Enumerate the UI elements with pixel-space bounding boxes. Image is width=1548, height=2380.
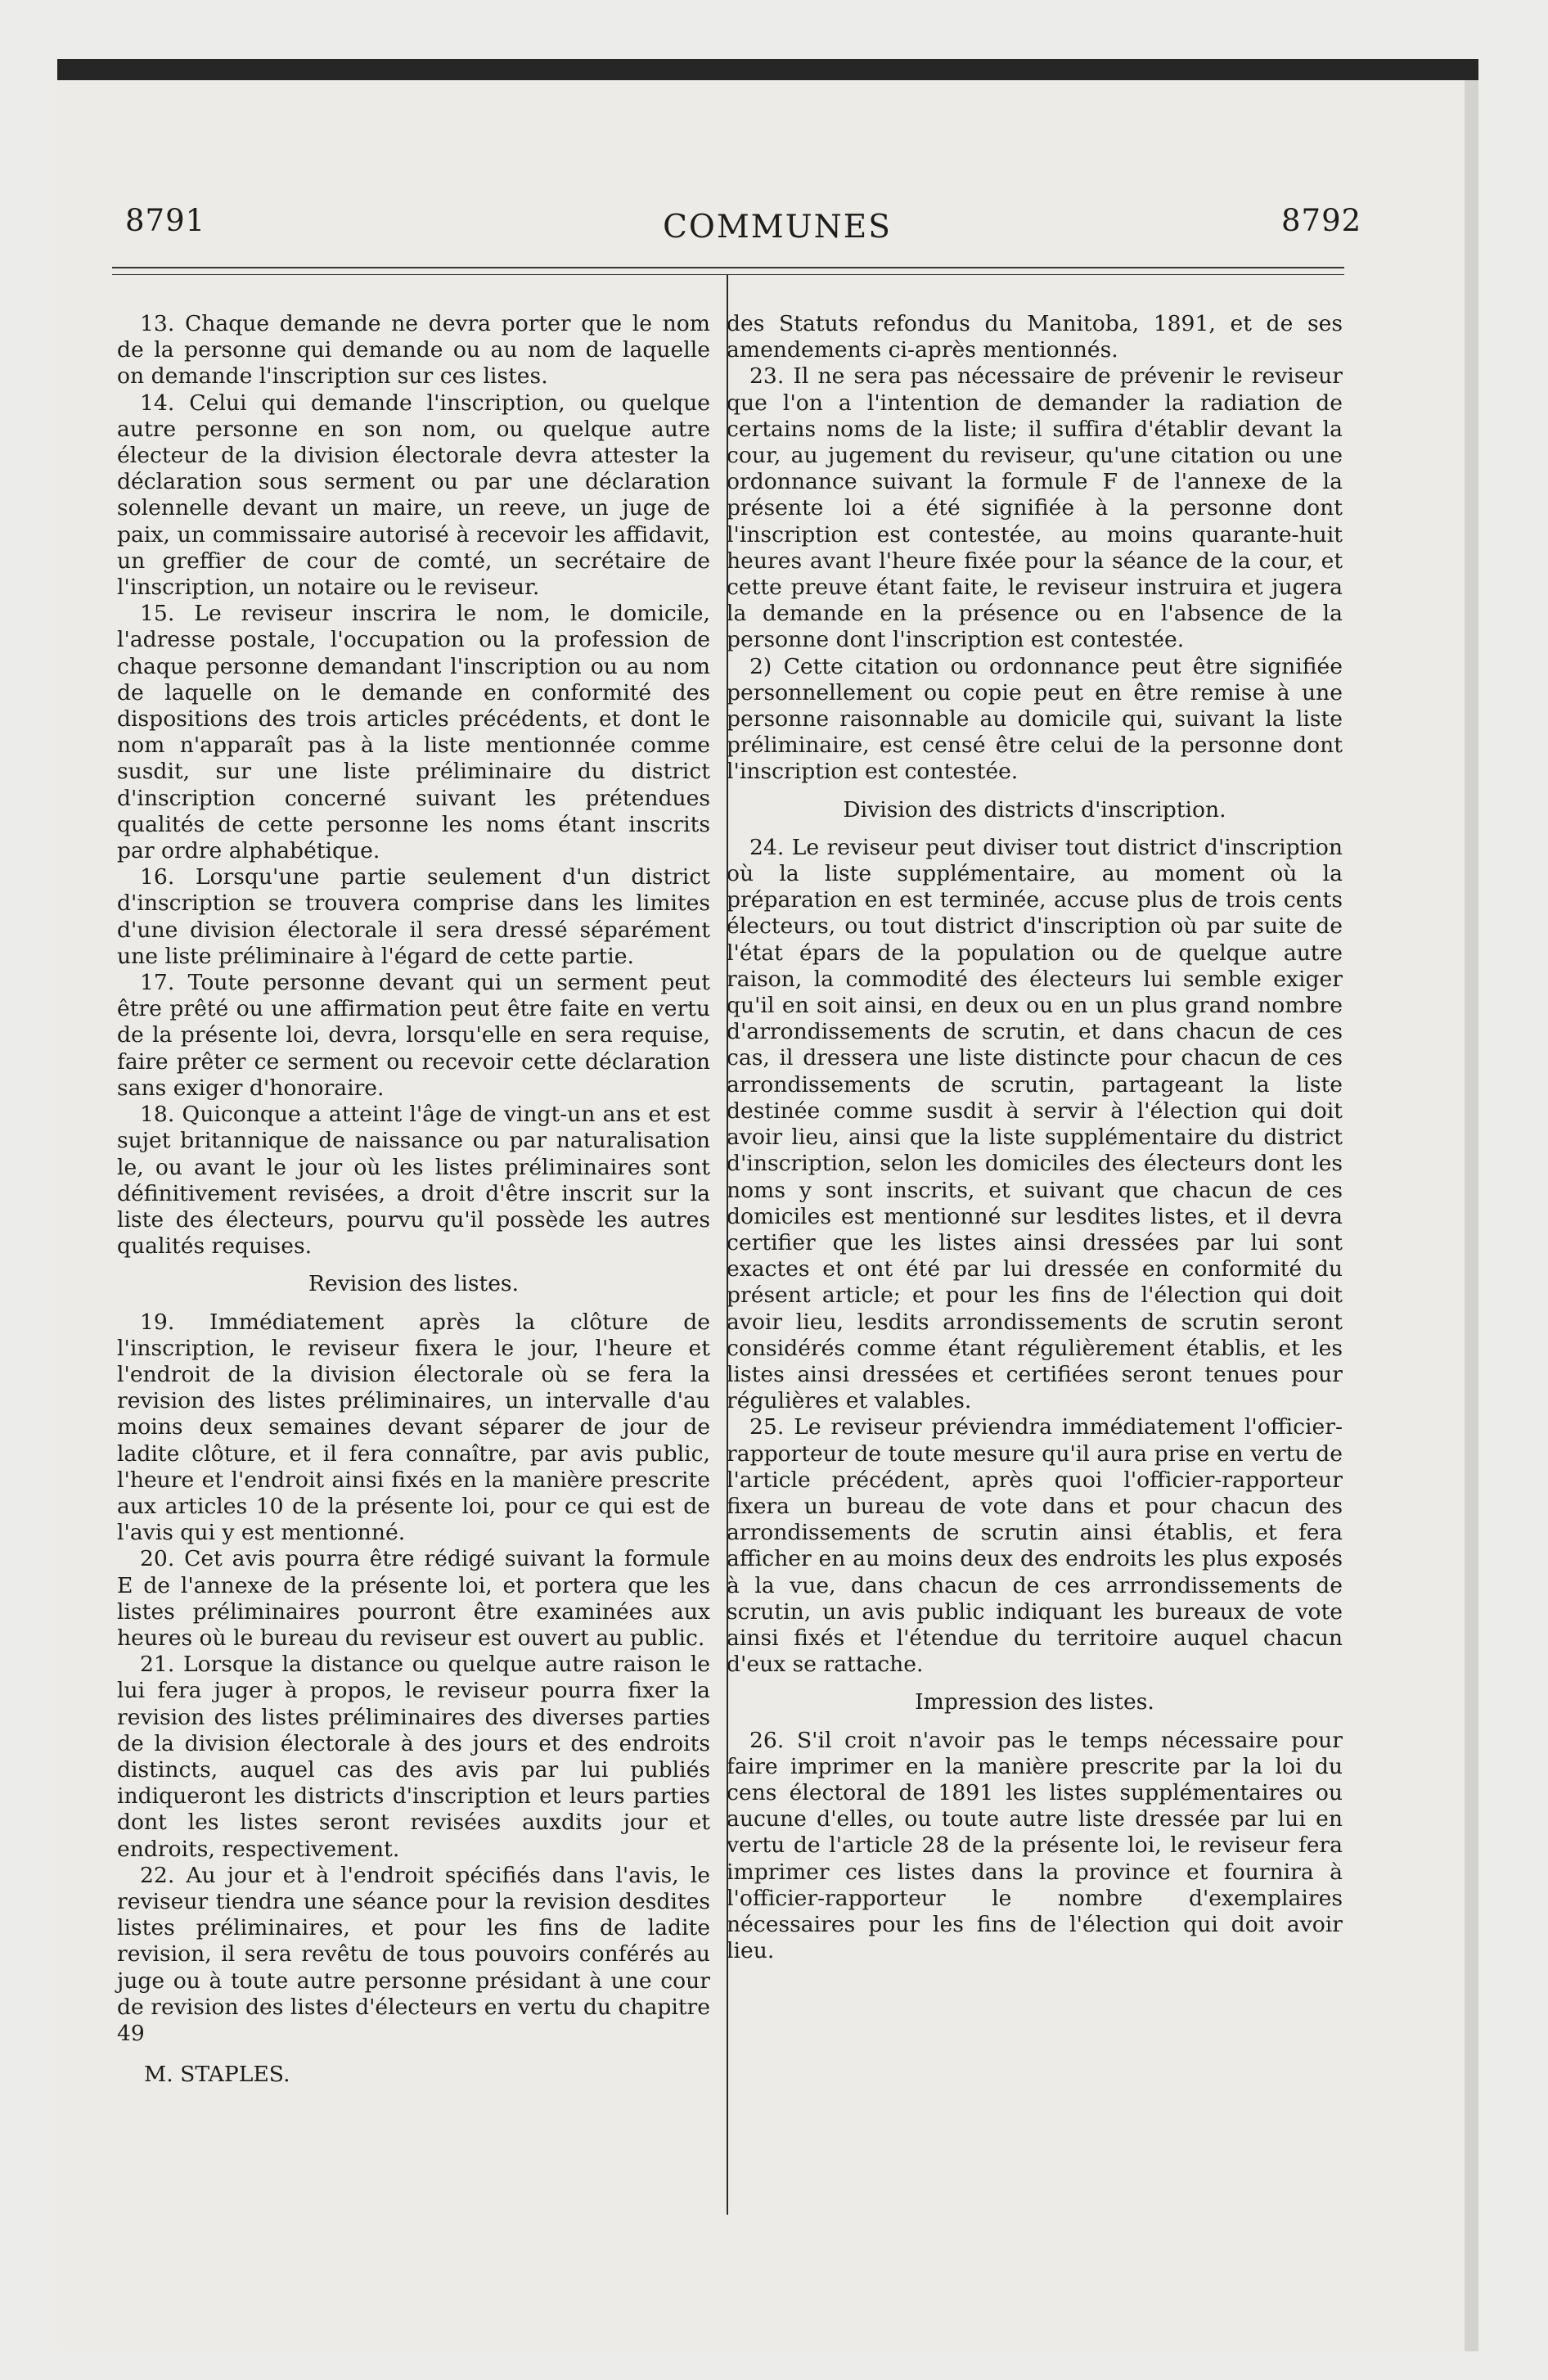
section-heading: Division des districts d'inscription. [843,796,1226,823]
paragraph: 21. Lorsque la distance ou quelque autre raison le lui fera juger à propos, le reviseur pourra fixer la revision des listes préliminaires des diverses parties de la division électorale à des jours et des endroits distincts, auquel cas des avis par lui publiés indiqueront les districts d'inscription et leurs parties dont les listes seront revisées auxdits jour et endroits, respectivement. [117,1652,710,1862]
paragraph: 23. Il ne sera pas nécessaire de prévenir le reviseur que l'on a l'intention de demander la radiation de certains noms de la liste; il suffira d'établir devant la cour, au jugement du reviseur, qu'une citation ou une ordonnance suivant la formule F de l'annexe de la présente loi a été signifiée à la personne dont l'inscription est contestée, au moins quarante-huit heures avant l'heure fixée pour la séance de la cour, et cette preuve étant faite, le reviseur instruira et jugera la demande en la présence ou en l'absence de la personne dont l'inscription est contestée. [727,363,1343,653]
paragraph: 24. Le reviseur peut diviser tout district d'inscription où la liste supplémentaire, au moment où la préparation en est terminée, accuse plus de trois cents électeurs, ou tout district d'inscription où par suite de l'état épars de la population ou de quelque autre raison, la commodité des électeurs lui semble exiger qu'il en soit ainsi, en deux ou en un plus grand nombre d'arrondissements de scrutin, et dans chacun de ces cas, il dressera une liste distincte pour chacun de ces arrondissements de scrutin, partageant la liste destinée comme susdit à servir à l'élection qui doit avoir lieu, ainsi que la liste supplémentaire du district d'inscription, selon les domiciles des électeurs dont les noms y sont inscrits, et suivant que chacun de ces domiciles est mentionné sur lesdites listes, et il devra certifier que les listes ainsi dressées par lui sont exactes et ont été par lui dressée en conformité du présent article; et pour les fins de l'élection qui doit avoir lieu, lesdits arrondissements de scrutin seront considérés comme étant régulièrement établis, et les listes ainsi dressées et certifiées seront tenues pour régulières et valables. [727,834,1343,1414]
paragraph: 16. Lorsqu'une partie seulement d'un district d'inscription se trouvera comprise dans les limites d'une division électorale il sera dressé séparément une liste préliminaire à l'égard de cette partie. [117,864,710,969]
paragraph: 15. Le reviseur inscrira le nom, le domicile, l'adresse postale, l'occupation ou la profession de chaque personne demandant l'inscription ou au nom de laquelle on le demande en conformité des dispositions des trois articles précédents, et dont le nom n'apparaît pas à la liste mentionnée comme susdit, sur une liste préliminaire du district d'inscription concerné suivant les prétendues qualités de cette personne les noms étant inscrits par ordre alphabétique. [117,601,710,864]
paragraph: 20. Cet avis pourra être rédigé suivant la formule E de l'annexe de la présente loi, et portera que les listes préliminaires pourront être examinées aux heures où le bureau du reviseur est ouvert au public. [117,1546,710,1651]
running-title: COMMUNES [663,209,892,246]
paragraph: 17. Toute personne devant qui un serment peut être prêté ou une affirmation peut être faite en vertu de la présente loi, devra, lorsqu'elle en sera requise, faire prêter ce serment ou recevoir cette déclaration sans exiger d'honoraire. [117,970,710,1101]
scan-top-border [57,59,1478,80]
paragraph: 22. Au jour et à l'endroit spécifiés dans l'avis, le reviseur tiendra une séance pour la revision desdites listes préliminaires, et pour les fins de ladite revision, il sera revêtu de tous pouvoirs conférés au juge ou à toute autre personne présidant à une cour de revision des listes d'électeurs en vertu du chapitre 49 [117,1862,710,2046]
paragraph: 26. S'il croit n'avoir pas le temps nécessaire pour faire imprimer en la manière prescrite par la loi du cens électoral de 1891 les listes supplémentaires ou aucune d'elles, ou toute autre liste dressée par lui en vertu de l'article 28 de la présente loi, le reviseur fera imprimer ces listes dans la province et fournira à l'officier-rapporteur le nombre d'exemplaires nécessaires pour les fins de l'élection qui doit avoir lieu. [727,1727,1343,1964]
paragraph: 14. Celui qui demande l'inscription, ou quelque autre personne en son nom, ou quelque autre électeur de la division électorale devra attester la déclaration sous serment ou par une déclaration solennelle devant un maire, un reeve, un juge de paix, un commissaire autorisé à recevoir les affidavit, un greffier de cour de comté, un secrétaire de l'inscription, un notaire ou le reviseur. [117,390,710,601]
left-page-number: 8791 [125,203,206,238]
section-heading: Revision des listes. [308,1271,520,1297]
paragraph: 18. Quiconque a atteint l'âge de vingt-un ans et est sujet britannique de naissance ou par naturalisation le, ou avant le jour où les listes préliminaires sont définitivement revisées, a droit d'être inscrit sur la liste des électeurs, pourvu qu'il possède les autres qualités requises. [117,1102,710,1260]
speaker-signature: M. STAPLES. [144,2062,290,2088]
paragraph: 19. Immédiatement après la clôture de l'inscription, le reviseur fixera le jour, l'heure et l'endroit de la division électorale où se fera la revision des listes préliminaires, un intervalle d'au moins deux semaines devant séparer de jour de ladite clôture, et il fera connaître, par avis public, l'heure et l'endroit ainsi fixés en la manière prescrite aux articles 10 de la présente loi, pour ce qui est de l'avis qui y est mentionné. [117,1309,710,1546]
right-column [727,311,1343,1964]
header-rule [112,267,1344,275]
paragraph-continued: des Statuts refondus du Manitoba, 1891, et de ses amendements ci-après mentionnés. [727,311,1343,363]
section-heading: Impression des listes. [915,1689,1154,1715]
paragraph: 2) Cette citation ou ordonnance peut être signifiée personnellement ou copie peut en être remise à une personne raisonnable au domicile qui, suivant la liste préliminaire, est censé être celui de la personne dont l'inscription est contestée. [727,653,1343,785]
scan-side-border [1465,80,1478,2351]
right-page-number: 8792 [1281,203,1362,238]
paragraph: 13. Chaque demande ne devra porter que le nom de la personne qui demande ou au nom de laquelle on demande l'inscription sur ces listes. [117,311,710,390]
left-column [117,311,710,2088]
paragraph: 25. Le reviseur préviendra immédiatement l'officier-rapporteur de toute mesure qu'il aura prise en vertu de l'article précédent, après quoi l'officier-rapporteur fixera un bureau de vote dans et pour chacun des arrondissements de scrutin ainsi établis, et fera afficher en au moins deux des endroits les plus exposés à la vue, dans chacun de ces arrrondissements de scrutin, un avis public indiquant les bureaux de vote ainsi fixés et l'étendue du territoire auquel chacun d'eux se rattache. [727,1414,1343,1678]
